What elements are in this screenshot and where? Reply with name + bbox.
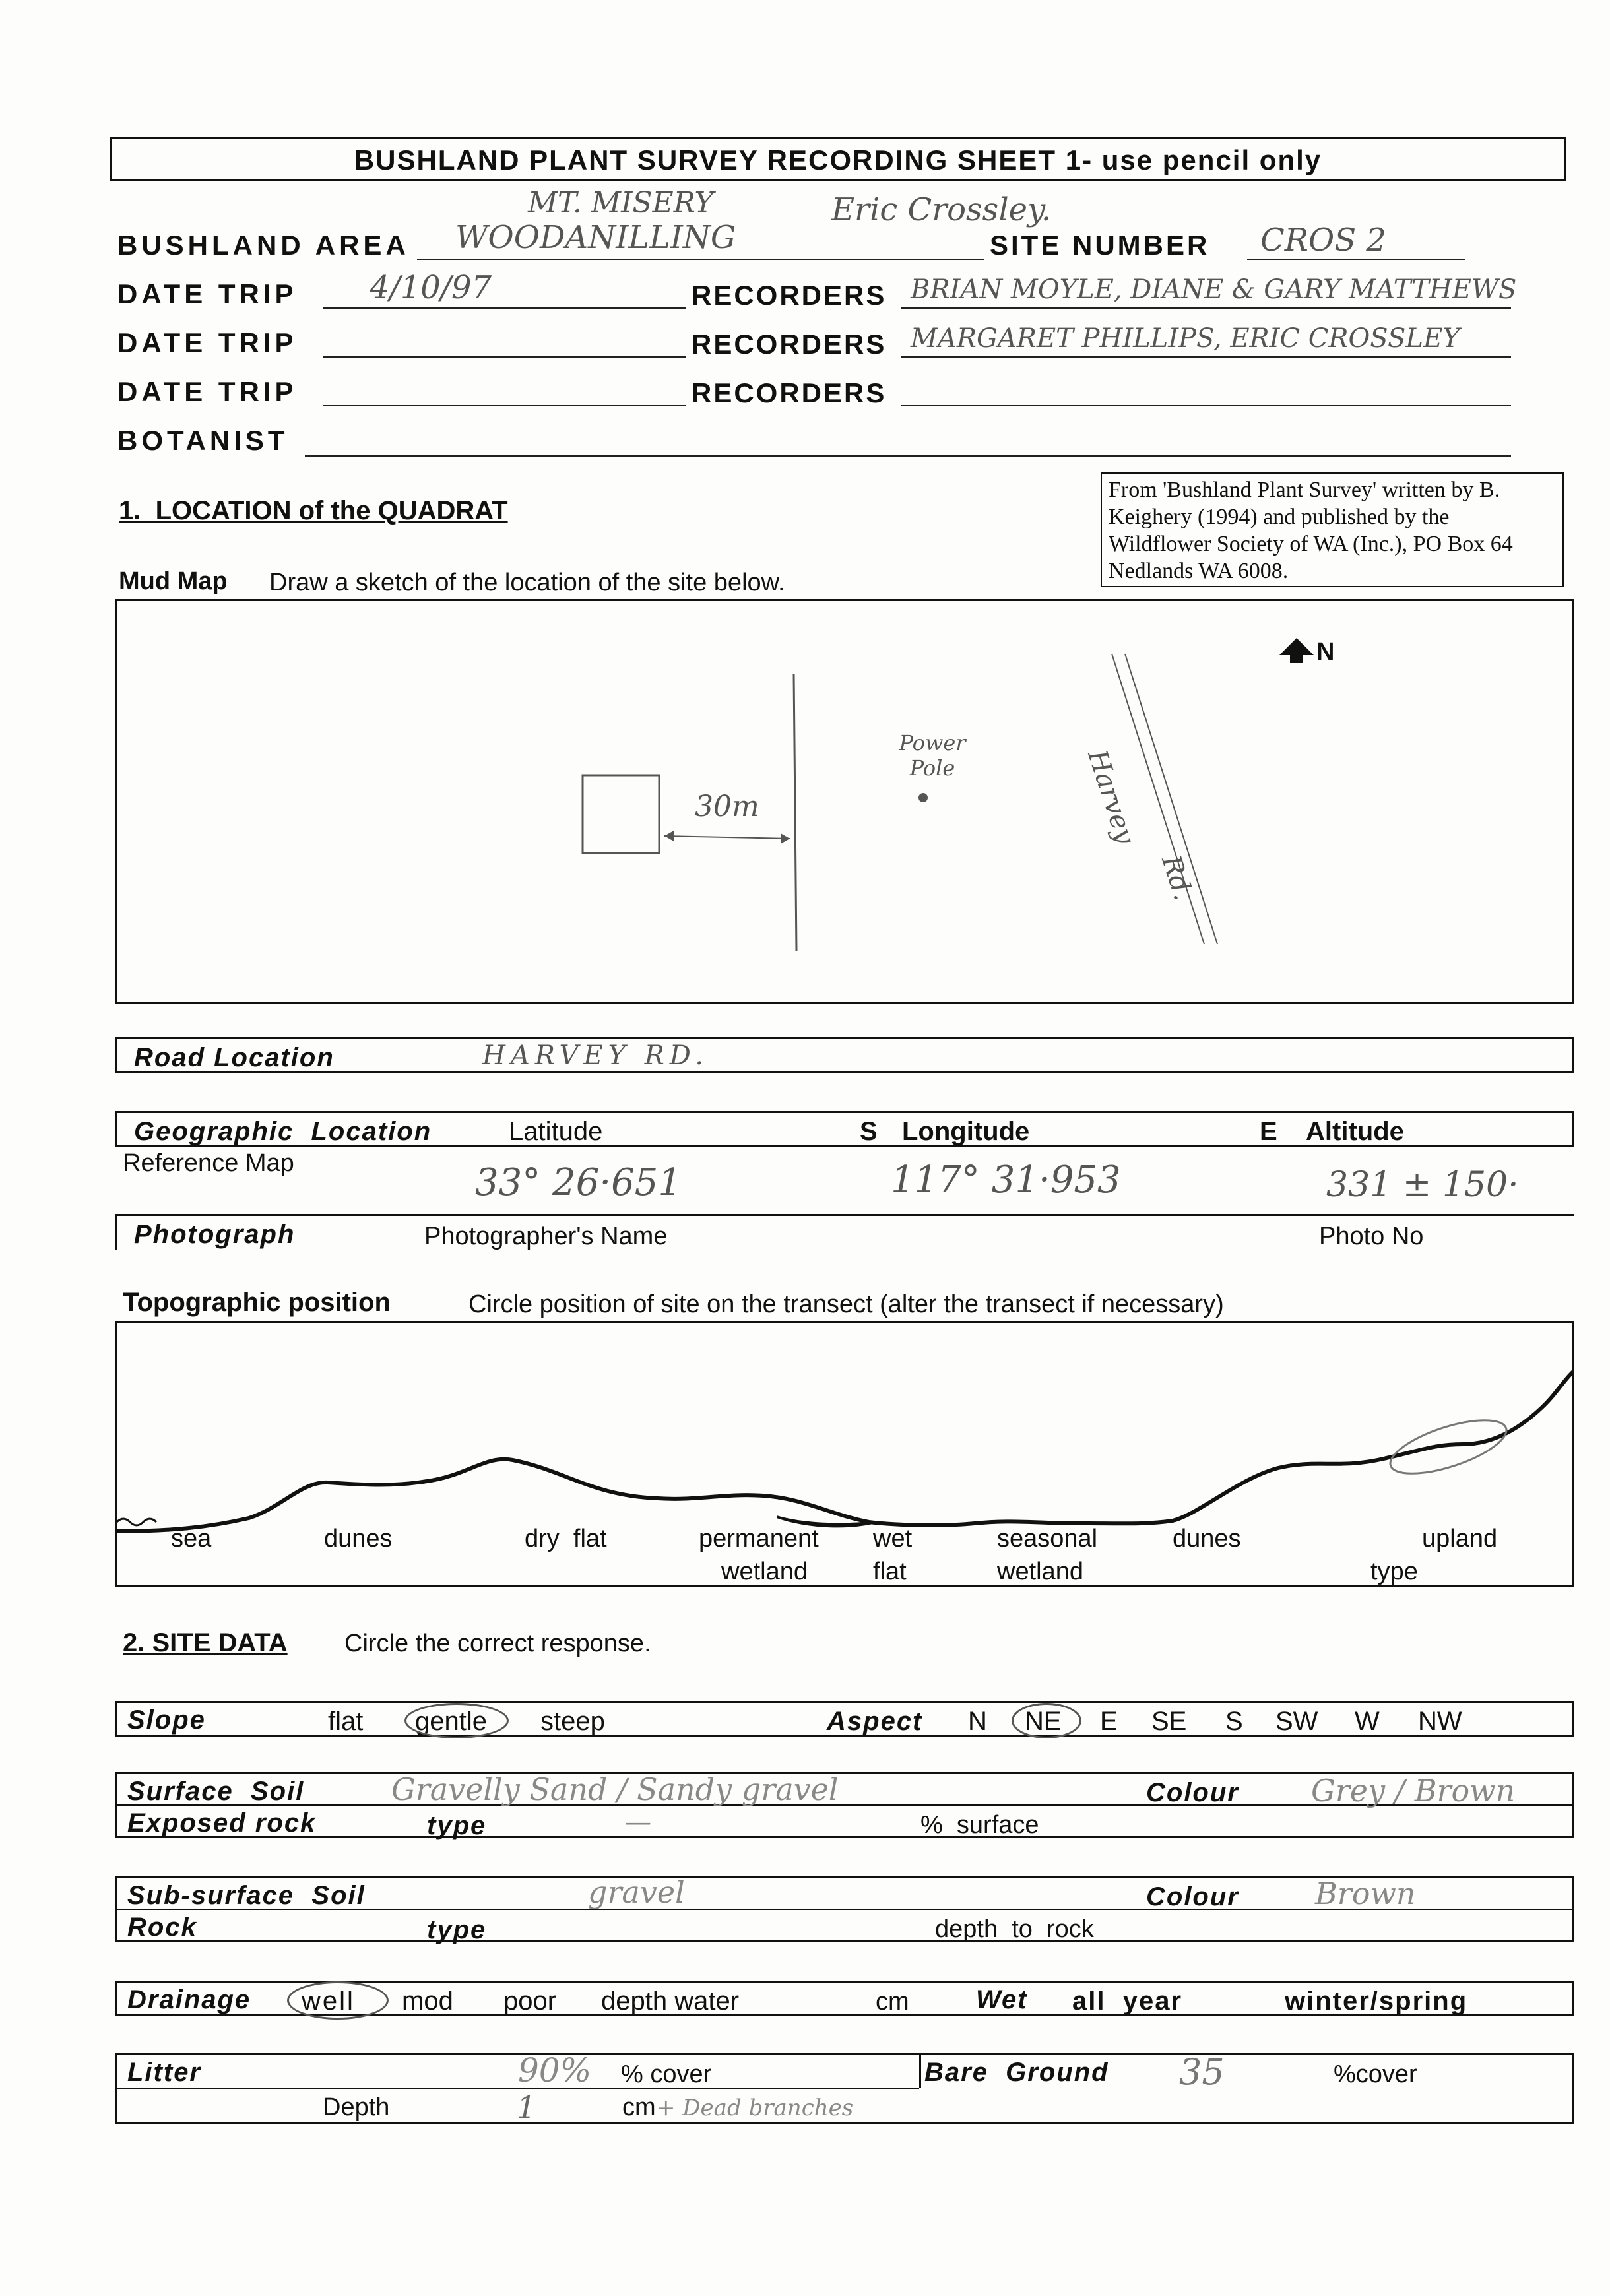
wet-label: Wet — [976, 1985, 1028, 2014]
depth-water-label: depth water — [601, 1987, 740, 2016]
drainage-poor[interactable]: poor — [503, 1987, 557, 2016]
wet-winter-spring[interactable]: winter/spring — [1285, 1987, 1468, 2016]
section2-instruction: Circle the correct response. — [344, 1630, 651, 1657]
site-number-line — [1247, 259, 1465, 260]
geo-label: Geographic Location — [134, 1117, 432, 1146]
recorders-line-1 — [901, 307, 1511, 309]
drainage-mod[interactable]: mod — [402, 1987, 453, 2016]
area-note-above: MT. MISERY — [528, 186, 714, 220]
topo-wet: wet — [873, 1525, 913, 1552]
topo-upland: upland — [1422, 1525, 1498, 1552]
photo-box — [115, 1214, 1574, 1250]
topo-wet-flat: flat — [873, 1558, 907, 1585]
transect-line — [117, 1359, 1572, 1531]
date-trip-line-2 — [323, 356, 686, 358]
aspect-se[interactable]: SE — [1151, 1707, 1187, 1736]
aspect-ne[interactable]: NE — [1025, 1707, 1062, 1736]
date-trip-line-1 — [323, 307, 686, 309]
slope-steep[interactable]: steep — [540, 1707, 605, 1736]
topo-instruction: Circle position of site on the transect (alter the transect if necessary) — [468, 1291, 1224, 1318]
drainage-box — [115, 1981, 1574, 2016]
subsurface-colour-label: Colour — [1146, 1882, 1239, 1911]
litter-note[interactable]: + Dead branches — [657, 2095, 854, 2121]
surface-percent-label: % surface — [920, 1811, 1039, 1839]
slope-box — [115, 1701, 1574, 1737]
aspect-label: Aspect — [827, 1707, 923, 1736]
recorders-line-3 — [901, 405, 1511, 406]
bare-ground-value[interactable]: 35 — [1179, 2051, 1225, 2093]
north-label: N — [1316, 638, 1335, 666]
litter-label: Litter — [127, 2058, 201, 2087]
altitude-label: Altitude — [1306, 1117, 1404, 1146]
topo-sea: sea — [171, 1525, 212, 1552]
bushland-area-label: BUSHLAND AREA — [117, 230, 410, 261]
road-location-box — [115, 1037, 1574, 1073]
power-pole-marker — [918, 793, 928, 802]
longitude-e: E — [1260, 1117, 1277, 1146]
surface-soil-box — [115, 1772, 1574, 1838]
exposed-rock-label: Exposed rock — [127, 1808, 317, 1837]
altitude-value[interactable]: 331 ± 150· — [1326, 1165, 1519, 1205]
site-circle-mark — [1384, 1409, 1512, 1484]
rock-label: Rock — [127, 1913, 197, 1942]
aspect-ne-circle — [1012, 1703, 1081, 1738]
litter-depth-cm: cm — [622, 2093, 656, 2121]
litter-cover-label: % cover — [621, 2060, 712, 2088]
topo-upland-type: type — [1370, 1558, 1418, 1585]
sea-wave — [117, 1519, 156, 1525]
site-number-label: SITE NUMBER — [990, 230, 1210, 261]
distance-label: 30m — [695, 790, 759, 823]
photographer-name-label: Photographer's Name — [424, 1223, 668, 1250]
litter-depth-value[interactable]: 1 — [517, 2089, 536, 2125]
aspect-s[interactable]: S — [1225, 1707, 1243, 1736]
bushland-area-line — [417, 259, 984, 260]
topo-dunes-right: dunes — [1173, 1525, 1241, 1552]
site-note-above: Eric Crossley. — [831, 191, 1052, 228]
drainage-well-circle — [287, 1981, 389, 2020]
aspect-sw[interactable]: SW — [1275, 1707, 1318, 1736]
longitude-value[interactable]: 117° 31·953 — [891, 1159, 1121, 1201]
topo-dunes-left: dunes — [324, 1525, 393, 1552]
slope-label: Slope — [127, 1706, 206, 1735]
longitude-label: Longitude — [902, 1117, 1030, 1146]
date-trip-value-1[interactable]: 4/10/97 — [370, 269, 492, 306]
litter-box — [115, 2053, 1574, 2124]
subsurface-soil-label: Sub-surface Soil — [127, 1881, 366, 1910]
distance-arrow — [664, 836, 790, 839]
topo-seasonal-wetland: wetland — [997, 1558, 1083, 1585]
bare-ground-label: Bare Ground — [924, 2058, 1109, 2087]
latitude-s: S — [860, 1117, 878, 1146]
exposed-rock-type-label: type — [427, 1811, 487, 1840]
site-number-value[interactable]: CROS 2 — [1260, 222, 1386, 259]
slope-gentle[interactable]: gentle — [415, 1707, 487, 1736]
sheet-title: BUSHLAND PLANT SURVEY RECORDING SHEET 1- use pencil only — [354, 144, 1322, 175]
photo-label: Photograph — [134, 1220, 296, 1249]
reference-map-label: Reference Map — [123, 1149, 294, 1177]
citation-text: From 'Bushland Plant Survey' written by B. Keighery (1994) and published by the Wildflower Society of WA (Inc.), PO Box 64 Nedlands WA 6008. — [1109, 478, 1513, 583]
road-location-label: Road Location — [134, 1043, 335, 1072]
slope-flat[interactable]: flat — [328, 1707, 364, 1736]
botanist-line — [305, 455, 1511, 457]
aspect-nw[interactable]: NW — [1418, 1707, 1462, 1736]
recorders-value-2[interactable]: MARGARET PHILLIPS, ERIC CROSSLEY — [911, 323, 1460, 354]
photo-no-label: Photo No — [1319, 1223, 1424, 1250]
surface-colour-label: Colour — [1146, 1778, 1239, 1807]
surface-soil-value[interactable]: Gravelly Sand / Sandy gravel — [391, 1771, 839, 1807]
date-trip-line-3 — [323, 405, 686, 406]
recorders-label-1: RECORDERS — [692, 280, 887, 311]
litter-divider-v — [919, 2055, 921, 2088]
geo-header-box — [115, 1111, 1574, 1147]
road-location-value[interactable]: HARVEY RD. — [482, 1040, 709, 1071]
botanist-label: BOTANIST — [117, 425, 289, 456]
mudmap-box[interactable] — [115, 599, 1574, 1004]
exposed-rock-type-value[interactable]: — — [625, 1807, 651, 1837]
aspect-e[interactable]: E — [1100, 1707, 1118, 1736]
bushland-area-value[interactable]: WOODANILLING — [455, 219, 736, 256]
wet-all-year[interactable]: all year — [1072, 1987, 1183, 2016]
date-trip-label-3: DATE TRIP — [117, 376, 298, 407]
subsurface-soil-box — [115, 1876, 1574, 1942]
bare-ground-cover-label: %cover — [1334, 2060, 1417, 2088]
citation-box — [1101, 472, 1564, 587]
recorders-label-3: RECORDERS — [692, 377, 887, 408]
topo-dry-flat: dry flat — [525, 1525, 607, 1552]
rock-type-label: type — [427, 1915, 487, 1944]
section2-title: 2. SITE DATA — [123, 1628, 288, 1657]
quadrat-square — [583, 775, 659, 853]
aspect-w[interactable]: W — [1355, 1707, 1380, 1736]
fence-line — [794, 674, 796, 951]
drainage-well[interactable]: well — [302, 1987, 355, 2016]
recorders-label-2: RECORDERS — [692, 329, 887, 360]
date-trip-label-1: DATE TRIP — [117, 278, 298, 309]
north-arrow-icon — [1279, 638, 1314, 663]
topo-seasonal: seasonal — [997, 1525, 1098, 1552]
topo-permanent-wetland: wetland — [721, 1558, 808, 1585]
surface-soil-label: Surface Soil — [127, 1777, 305, 1806]
latitude-value[interactable]: 33° 26·651 — [475, 1161, 682, 1204]
slope-gentle-circle — [404, 1703, 509, 1738]
topo-box[interactable] — [115, 1321, 1574, 1587]
recorders-line-2 — [901, 356, 1511, 358]
depth-to-rock-label: depth to rock — [935, 1915, 1094, 1943]
latitude-label: Latitude — [509, 1117, 603, 1146]
subsurface-colour-value[interactable]: Brown — [1315, 1876, 1416, 1911]
title-box — [110, 137, 1566, 181]
recorders-value-1[interactable]: BRIAN MOYLE, DIANE & GARY MATTHEWS — [911, 274, 1517, 305]
litter-depth-label: Depth — [323, 2093, 390, 2121]
road-name-rd: Rd. — [1155, 852, 1199, 905]
subsurface-soil-value[interactable]: gravel — [588, 1874, 685, 1910]
power-pole-label: Power Pole — [899, 730, 966, 781]
mudmap-sketch — [117, 601, 1572, 1002]
depth-water-cm: cm — [876, 1988, 909, 2016]
section1-title: 1. LOCATION of the QUADRAT — [119, 496, 508, 525]
litter-value[interactable]: 90% — [518, 2051, 592, 2089]
surface-colour-value[interactable]: Grey / Brown — [1311, 1773, 1516, 1808]
topo-label: Topographic position — [123, 1288, 391, 1317]
aspect-n[interactable]: N — [968, 1707, 987, 1736]
road-name-harvey: Harvey — [1081, 746, 1141, 848]
topo-permanent: permanent — [699, 1525, 819, 1552]
drainage-label: Drainage — [127, 1985, 251, 2014]
mudmap-label: Mud Map — [119, 567, 228, 595]
mudmap-instruction: Draw a sketch of the location of the site below. — [269, 569, 785, 596]
date-trip-label-2: DATE TRIP — [117, 327, 298, 358]
